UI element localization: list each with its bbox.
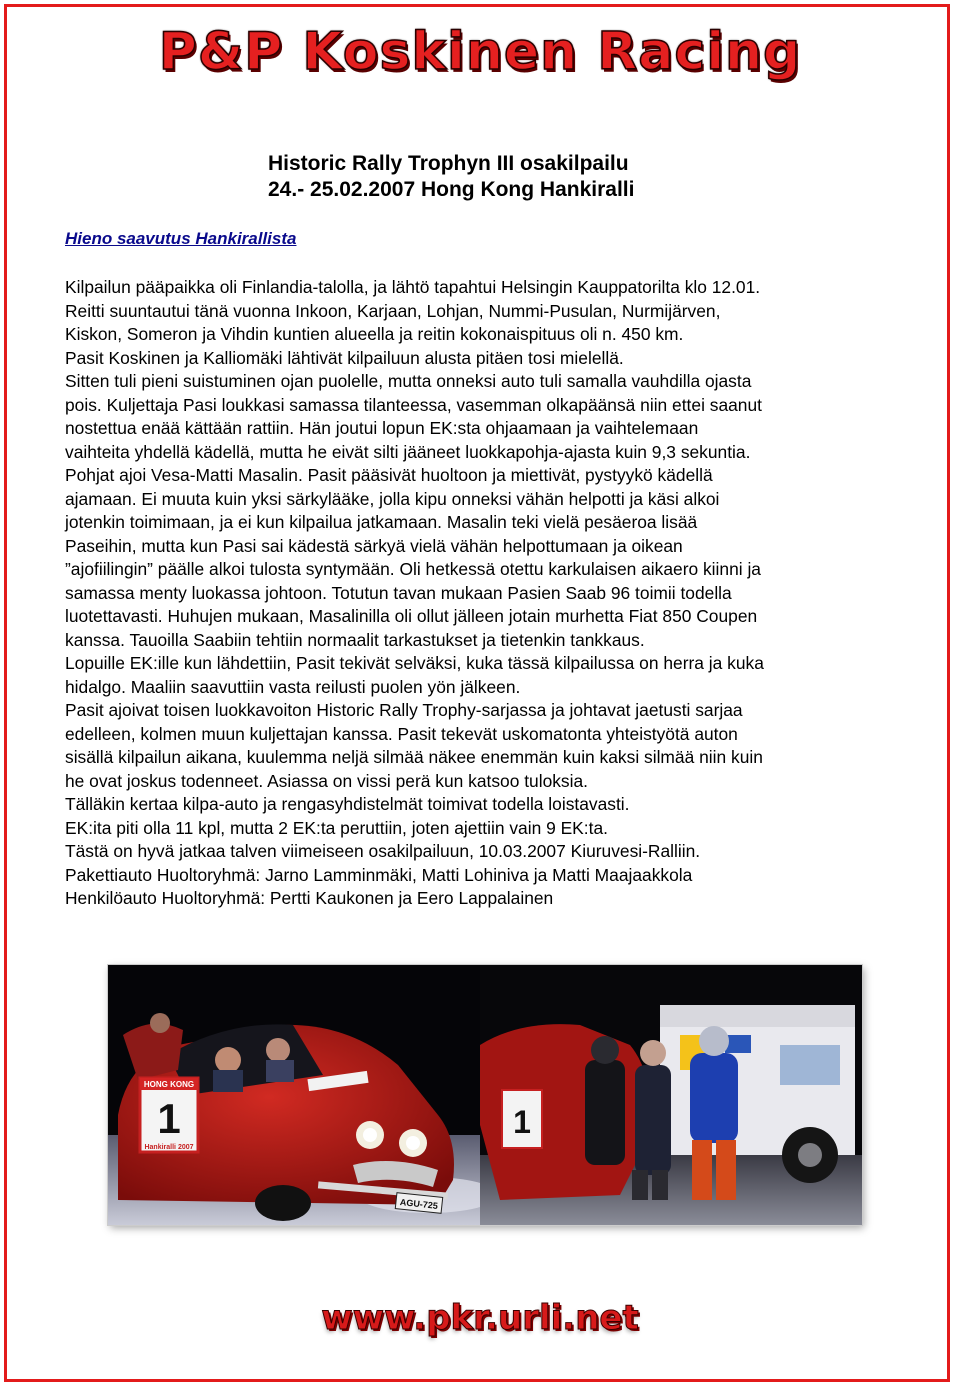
body-line: nostettua enää kättään rattiin. Hän joutui lopun EK:sta ohjaamaan ja vaihtelemaan [65,418,699,438]
body-line: Kiskon, Someron ja Vihdin kuntien alueella ja reitin kokonaispituus oli n. 450 km. [65,324,684,344]
body-line: samassa menty luokassa johtoon. Totutun tavan mukaan Pasien Saab 96 toimii todella [65,582,732,603]
title-line-2: 24.- 25.02.2007 Hong Kong Hankiralli [268,178,635,201]
body-line: sisällä kilpailun aikana, kuulemma neljä silmää näkee enemmän kuin kaksi silmää niin kuin [65,747,763,767]
body-line: Pakettiauto Huoltoryhmä: Jarno Lamminmäki, Matti Lohiniva ja Matti Maajaakkola [65,864,693,885]
body-line: vaihteita yhdellä kädellä, mutta he eivät silti jääneet luokkapohja-ajasta kuin 9,3 sekuntia. [65,441,751,462]
body-line: jotenkin toimimaan, ja ei kun kilpailua jatkamaan. Masalin teki vielä pesäeroa lisää [65,512,698,532]
body-line: Tästä on hyvä jatkaa talven viimeiseen osakilpailuun, 10.03.2007 Kiuruvesi-Ralliin. [65,841,701,861]
start-number: 1 [513,1104,531,1140]
license-plate: AGU-725 [399,1197,439,1211]
service-area-illustration [480,965,862,1225]
page-title [268,151,634,203]
photo-collage [108,965,862,1225]
body-line: Pohjat ajoi Vesa-Matti Masalin. Pasit pääsivät huoltoon ja miettivät, pystyykö kädellä [65,465,713,485]
body-line: ajamaan. Ei muuta kuin yksi särkylääke, jolla kipu onneksi vähän helpotti ja käsi alkoi [65,488,720,509]
body-line: Henkilöauto Huoltoryhmä: Pertti Kaukonen ja Eero Lappalainen [65,888,554,908]
body-line: EK:ita piti olla 11 kpl, mutta 2 EK:ta peruttiin, joten ajettiin vain 9 EK:ta. [65,817,608,838]
start-plate-footer: Hankiralli 2007 [144,1144,194,1151]
body-line: Pasit Koskinen ja Kalliomäki lähtivät kilpailuun alusta pitäen tosi mielellä. [65,347,624,368]
website-url[interactable]: www.pkr.urli.net [321,1298,639,1338]
article-body [65,276,915,911]
body-line: hidalgo. Maaliin saavuttiin vasta reilusti puolen yön jälkeen. [65,676,521,697]
body-line: Sitten tuli pieni suistuminen ojan puolelle, mutta onneksi auto tuli samalla vauhdilla ojasta [65,371,752,391]
body-line: Paseihin, mutta kun Pasi sai kädestä särkyä vielä vähän helpottumaan ja oikean [65,535,683,556]
start-number: 1 [157,1095,181,1142]
body-line: Kilpailun pääpaikka oli Finlandia-talolla, ja lähtö tapahtui Helsingin Kauppatorilta klo 12.01. [65,277,761,297]
start-plate-header: HONG KONG [143,1080,195,1089]
subheading: Hieno saavutus Hankirallista [65,229,297,248]
body-line: Pasit ajoivat toisen luokkavoiton Historic Rally Trophy-sarjassa ja johtavat jaetusti sarjaa [65,700,743,720]
photo-rally-car [108,965,480,1225]
title-line-1: Historic Rally Trophyn III osakilpailu [268,152,629,175]
body-line: ”ajofiilingin” päälle alkoi tulosta syntymään. Oli hetkessä otettu karkulaisen aikaero kiinni ja [65,559,761,579]
body-line: kanssa. Tauoilla Saabiin tehtiin normaalit tarkastukset ja tietenkin tankkaus. [65,629,645,650]
body-line: luotettavasti. Huhujen mukaan, Masalinilla oli ollut jälleen jotain murhetta Fiat 850 Coupen [65,606,758,626]
photo-service-area [480,965,862,1225]
site-logo: P&P Koskinen Racing [158,22,802,82]
body-line: edelleen, kolmen muun kuljettajan kanssa. Pasit tekevät uskomatonta yhteistyötä auton [65,723,738,744]
rally-car-illustration [108,965,480,1225]
body-line: Reitti suuntautui tänä vuonna Inkoon, Karjaan, Lohjan, Nummi-Pusulan, Nurmijärven, [65,300,721,321]
body-line: Tälläkin kertaa kilpa-auto ja rengasyhdistelmät toimivat todella loistavasti. [65,794,630,814]
body-line: Lopuille EK:ille kun lähdettiin, Pasit tekivät selväksi, kuka tässä kilpailussa on herra ja kuka [65,653,764,673]
body-line: pois. Kuljettaja Pasi loukkasi samassa tilanteessa, vasemman olkapäänsä niin ettei saanut [65,394,762,415]
body-line: he ovat joskus todenneet. Asiassa on vissi perä kun katsoo tuloksia. [65,770,588,791]
